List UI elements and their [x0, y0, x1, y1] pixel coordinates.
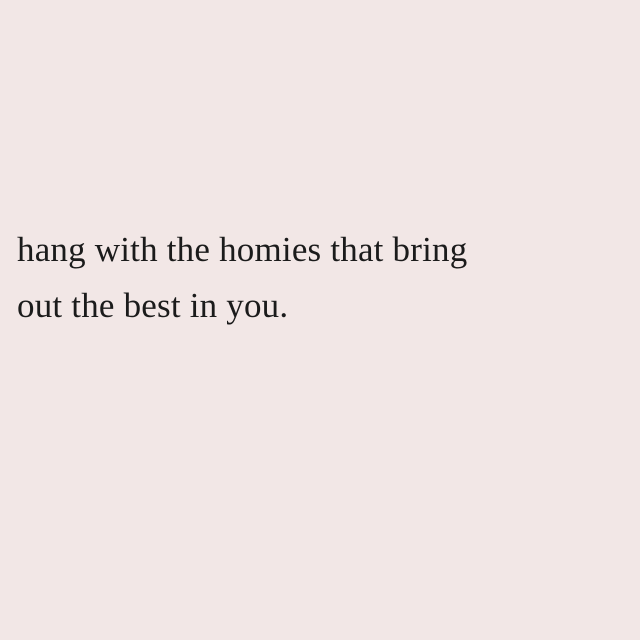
quote-text	[17, 222, 627, 334]
quote-line-1: hang with the homies that bring	[17, 230, 468, 269]
quote-line-2: out the best in you.	[17, 286, 289, 325]
